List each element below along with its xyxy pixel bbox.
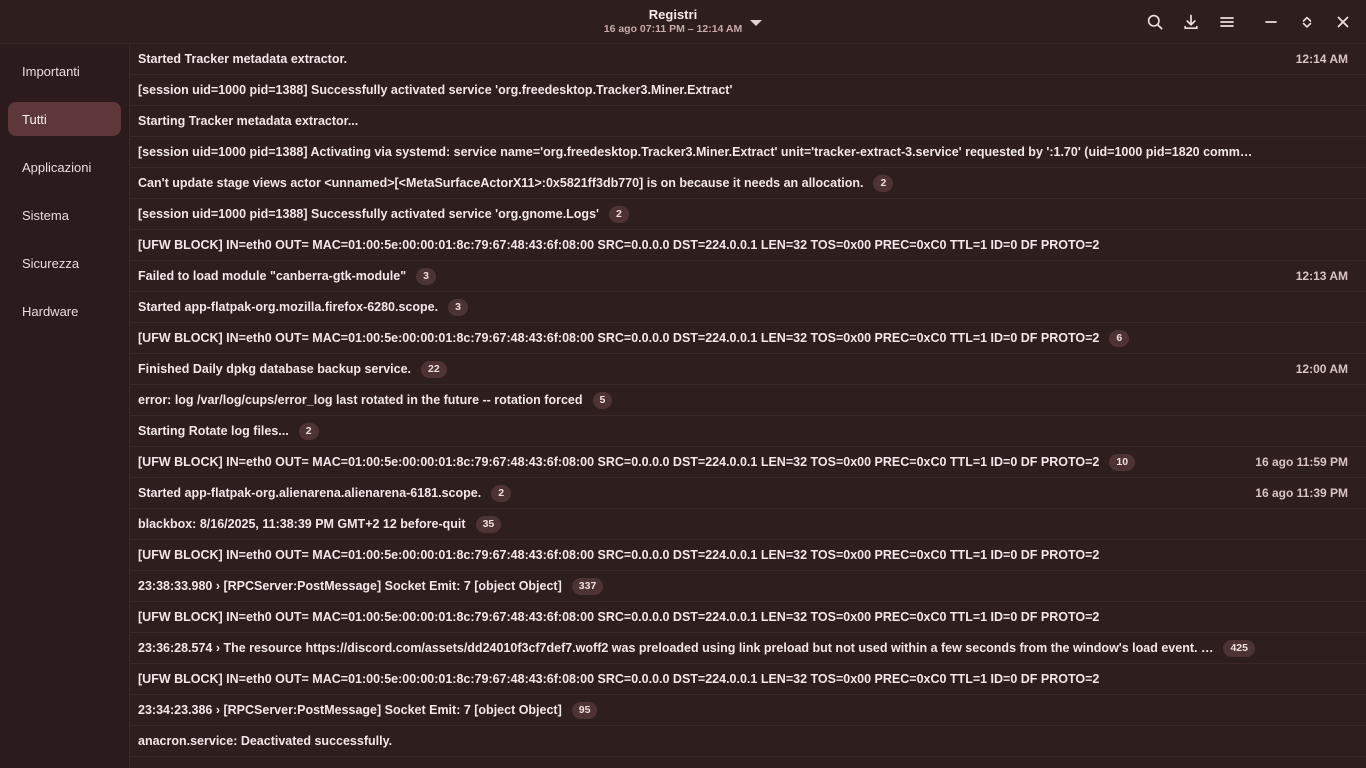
- log-count-badge: 10: [1109, 454, 1135, 471]
- log-count-badge: 425: [1223, 640, 1255, 657]
- sidebar-item-label: Importanti: [22, 63, 80, 79]
- log-row[interactable]: [130, 726, 1366, 757]
- log-count-badge: 5: [593, 392, 613, 409]
- log-message: [session uid=1000 pid=1388] Successfully activated service 'org.freedesktop.Tracker3.Miner.Extract': [138, 83, 733, 97]
- log-row[interactable]: [130, 664, 1366, 695]
- log-message: 23:36:28.574 › The resource https://discord.com/assets/dd24010f3cf7def7.woff2 was preloaded using link preload but not used within a few seconds from the window's load event. …: [138, 641, 1214, 655]
- log-row[interactable]: [130, 509, 1366, 540]
- log-row[interactable]: [130, 75, 1366, 106]
- sidebar-item-sistema[interactable]: [8, 198, 121, 232]
- log-row[interactable]: [130, 106, 1366, 137]
- log-row[interactable]: [130, 261, 1366, 292]
- log-message: Finished Daily dpkg database backup service.: [138, 362, 412, 376]
- log-row[interactable]: [130, 757, 1366, 768]
- log-row[interactable]: [130, 230, 1366, 261]
- log-row[interactable]: [130, 602, 1366, 633]
- sidebar-item-label: Sistema: [22, 207, 69, 223]
- time-range-label: 16 ago 07:11 PM – 12:14 AM: [603, 22, 743, 35]
- log-row[interactable]: [130, 571, 1366, 602]
- titlebar-actions: [1138, 0, 1360, 43]
- log-list[interactable]: [130, 44, 1366, 768]
- sidebar-item-sicurezza[interactable]: [8, 246, 121, 280]
- log-message: error: log /var/log/cups/error_log last rotated in the future -- rotation forced: [138, 393, 583, 407]
- titlebar: [0, 0, 1366, 44]
- log-message: [UFW BLOCK] IN=eth0 OUT= MAC=01:00:5e:00:00:01:8c:79:67:48:43:6f:08:00 SRC=0.0.0.0 DST=224.0.0.1 LEN=32 TOS=0x00 PREC=0xC0 TTL=1 ID=0 DF PROTO=2: [138, 331, 1100, 345]
- log-count-badge: 3: [448, 299, 468, 316]
- sidebar-item-label: Hardware: [22, 303, 79, 319]
- log-row[interactable]: [130, 292, 1366, 323]
- log-message: Failed to load module "canberra-gtk-module": [138, 269, 407, 283]
- log-message: [UFW BLOCK] IN=eth0 OUT= MAC=01:00:5e:00:00:01:8c:79:67:48:43:6f:08:00 SRC=0.0.0.0 DST=224.0.0.1 LEN=32 TOS=0x00 PREC=0xC0 TTL=1 ID=0 DF PROTO=2: [138, 672, 1100, 686]
- log-message: Starting Tracker metadata extractor...: [138, 114, 359, 128]
- window-body: [0, 44, 1366, 768]
- sidebar-item-importanti[interactable]: [8, 54, 121, 88]
- close-button[interactable]: [1326, 5, 1360, 39]
- log-row[interactable]: [130, 354, 1366, 385]
- log-message: 23:38:33.980 › [RPCServer:PostMessage] Socket Emit: 7 [object Object]: [138, 579, 562, 593]
- export-button[interactable]: [1174, 5, 1208, 39]
- log-row[interactable]: [130, 447, 1366, 478]
- minimize-button[interactable]: [1254, 5, 1288, 39]
- log-row[interactable]: [130, 323, 1366, 354]
- log-row[interactable]: [130, 416, 1366, 447]
- log-message: [UFW BLOCK] IN=eth0 OUT= MAC=01:00:5e:00:00:01:8c:79:67:48:43:6f:08:00 SRC=0.0.0.0 DST=224.0.0.1 LEN=32 TOS=0x00 PREC=0xC0 TTL=1 ID=0 DF PROTO=2: [138, 548, 1100, 562]
- log-row[interactable]: [130, 199, 1366, 230]
- log-row[interactable]: [130, 385, 1366, 416]
- sidebar-item-label: Sicurezza: [22, 255, 80, 271]
- log-count-badge: 95: [572, 702, 598, 719]
- sidebar-item-tutti[interactable]: [8, 102, 121, 136]
- log-count-badge: 35: [476, 516, 502, 533]
- sidebar: [0, 44, 130, 768]
- log-row[interactable]: [130, 137, 1366, 168]
- sidebar-item-label: Tutti: [22, 111, 47, 127]
- menu-icon: [1218, 13, 1236, 31]
- window-title-text: [604, 8, 743, 35]
- log-message: Started app-flatpak-org.mozilla.firefox-6280.scope.: [138, 300, 439, 314]
- search-icon: [1146, 13, 1164, 31]
- log-count-badge: 2: [491, 485, 511, 502]
- log-row[interactable]: [130, 695, 1366, 726]
- log-count-badge: 22: [421, 361, 447, 378]
- log-row[interactable]: [130, 478, 1366, 509]
- log-message: 23:34:23.386 › [RPCServer:PostMessage] Socket Emit: 7 [object Object]: [138, 703, 562, 717]
- log-row[interactable]: [130, 540, 1366, 571]
- log-message: [UFW BLOCK] IN=eth0 OUT= MAC=01:00:5e:00:00:01:8c:79:67:48:43:6f:08:00 SRC=0.0.0.0 DST=224.0.0.1 LEN=32 TOS=0x00 PREC=0xC0 TTL=1 ID=0 DF PROTO=2: [138, 455, 1100, 469]
- log-message: Started app-flatpak-org.alienarena.alienarena-6181.scope.: [138, 486, 482, 500]
- menu-button[interactable]: [1210, 5, 1244, 39]
- log-row[interactable]: [130, 44, 1366, 75]
- log-timestamp: 16 ago 11:39 PM: [1255, 486, 1348, 500]
- minimize-icon: [1262, 13, 1280, 31]
- log-message: [session uid=1000 pid=1388] Activating via systemd: service name='org.freedesktop.Tracker3.Miner.Extract' unit='tracker-extract-3.service' requested by ':1.70' (uid=1000 pid=1820 comm…: [138, 145, 1253, 159]
- log-row[interactable]: [130, 168, 1366, 199]
- log-timestamp: 12:00 AM: [1295, 362, 1348, 376]
- log-message: [UFW BLOCK] IN=eth0 OUT= MAC=01:00:5e:00:00:01:8c:79:67:48:43:6f:08:00 SRC=0.0.0.0 DST=224.0.0.1 LEN=32 TOS=0x00 PREC=0xC0 TTL=1 ID=0 DF PROTO=2: [138, 238, 1100, 252]
- maximize-button[interactable]: [1290, 5, 1324, 39]
- log-message: Starting Rotate log files...: [138, 424, 289, 438]
- log-timestamp: 16 ago 11:59 PM: [1255, 455, 1348, 469]
- log-count-badge: 2: [873, 175, 893, 192]
- sidebar-item-label: Applicazioni: [22, 159, 92, 175]
- log-count-badge: 337: [572, 578, 604, 595]
- close-icon: [1334, 13, 1352, 31]
- log-row[interactable]: [130, 633, 1366, 664]
- maximize-icon: [1298, 13, 1316, 31]
- log-count-badge: 3: [416, 268, 436, 285]
- log-count-badge: 2: [609, 206, 629, 223]
- log-message: anacron.service: Deactivated successfully.: [138, 734, 393, 748]
- log-message: [UFW BLOCK] IN=eth0 OUT= MAC=01:00:5e:00:00:01:8c:79:67:48:43:6f:08:00 SRC=0.0.0.0 DST=224.0.0.1 LEN=32 TOS=0x00 PREC=0xC0 TTL=1 ID=0 DF PROTO=2: [138, 610, 1100, 624]
- chevron-down-icon[interactable]: [750, 20, 762, 26]
- sidebar-item-hardware[interactable]: [8, 294, 121, 328]
- sidebar-item-applicazioni[interactable]: [8, 150, 121, 184]
- log-message: blackbox: 8/16/2025, 11:38:39 PM GMT+2 12 before-quit: [138, 517, 466, 531]
- export-icon: [1182, 13, 1200, 31]
- log-message: Can't update stage views actor <unnamed>[<MetaSurfaceActorX11>:0x5821ff3db770] is on because it needs an allocation.: [138, 176, 864, 190]
- window-title-dropdown[interactable]: [604, 8, 763, 35]
- log-count-badge: 6: [1109, 330, 1129, 347]
- log-message: [session uid=1000 pid=1388] Successfully activated service 'org.gnome.Logs': [138, 207, 599, 221]
- log-timestamp: 12:14 AM: [1295, 52, 1348, 66]
- log-count-badge: 2: [299, 423, 319, 440]
- log-timestamp: 12:13 AM: [1295, 269, 1348, 283]
- search-button[interactable]: [1138, 5, 1172, 39]
- log-message: Started Tracker metadata extractor.: [138, 52, 348, 66]
- page-title: Registri: [648, 7, 698, 22]
